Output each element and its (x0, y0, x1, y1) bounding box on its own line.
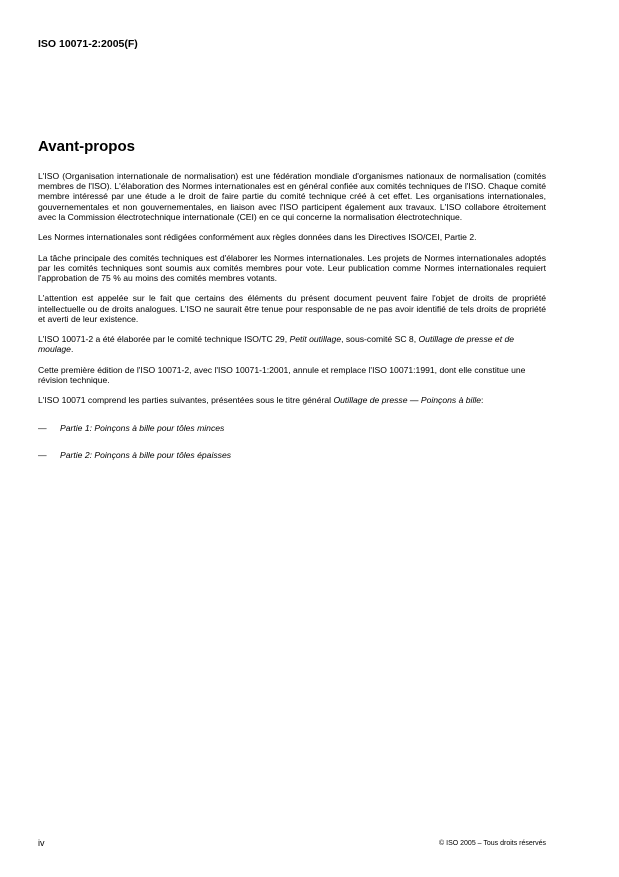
page-number: iv (38, 838, 45, 848)
parts-intro-end: : (481, 395, 484, 406)
part-2-title: Partie 2: Poinçons à bille pour tôles épaisses (60, 449, 232, 460)
paragraph-iso-organisation: L'ISO (Organisation internationale de normalisation) est une fédération mondiale d'organismes nationaux de normalisation (comités membres de l'ISO). L'élaboration des Normes internationales est en général confiée aux comités techniques de l'ISO. Chaque comité membre intéressé par une étude a le droit de faire partie du comité technique créé à cet effet. Les organisations internationales, gouvernementales et non gouvernementales, en liaison avec l'ISO participent également aux travaux. L'ISO collabore étroitement avec la Commission électrotechnique internationale (CEI) en ce qui concerne la normalisation électrotechnique. (38, 171, 546, 222)
paragraph-directives: Les Normes internationales sont rédigées conformément aux règles données dans les Directives ISO/CEI, Partie 2. (38, 232, 477, 243)
prepared-by-text: L'ISO 10071-2 a été élaborée par le comité technique ISO/TC 29, (38, 334, 290, 345)
list-item (38, 423, 546, 433)
copyright-notice: © ISO 2005 – Tous droits réservés (439, 840, 546, 847)
part-1-title: Partie 1: Poinçons à bille pour tôles minces (60, 422, 225, 433)
general-title: Outillage de presse — Poinçons à bille (333, 395, 482, 406)
list-item (38, 450, 546, 460)
paragraph-patent-rights: L'attention est appelée sur le fait que certains des éléments du présent document peuvent faire l'objet de droits de propriété intellectuelle ou de droits analogues. L'ISO ne saurait être tenue pour responsable de ne pas avoir identifié de tels droits de propriété et averti de leur existence. (38, 293, 546, 324)
paragraph-parts-intro (38, 395, 546, 405)
prepared-by-end: . (70, 344, 74, 355)
paragraph-technical-committees: La tâche principale des comités techniques est d'élaborer les Normes internationales. Les projets de Normes internationales adoptés par les comités techniques sont soumis aux comités membres pour vote. Leur publication comme Normes internationales requiert l'approbation de 75 % au moins des comités membres votants. (38, 252, 546, 283)
subcommittee-name: Outillage de presse et de moulage (38, 334, 515, 355)
foreword-body (38, 171, 546, 477)
dash-bullet: — (38, 449, 47, 460)
committee-name: Petit outillage (289, 334, 342, 345)
document-header: ISO 10071-2:2005(F) (38, 38, 138, 50)
dash-bullet: — (38, 422, 47, 433)
paragraph-edition: Cette première édition de l'ISO 10071-2, avec l'ISO 10071-1:2001, annule et remplace l'ISO 10071:1991, dont elle constitue une révision technique. (38, 364, 526, 385)
page-title: Avant-propos (38, 138, 135, 155)
paragraph-prepared-by (38, 334, 546, 354)
prepared-by-middle: , sous-comité SC 8, (341, 334, 419, 345)
parts-intro-text: L'ISO 10071 comprend les parties suivantes, présentées sous le titre général (38, 395, 334, 406)
